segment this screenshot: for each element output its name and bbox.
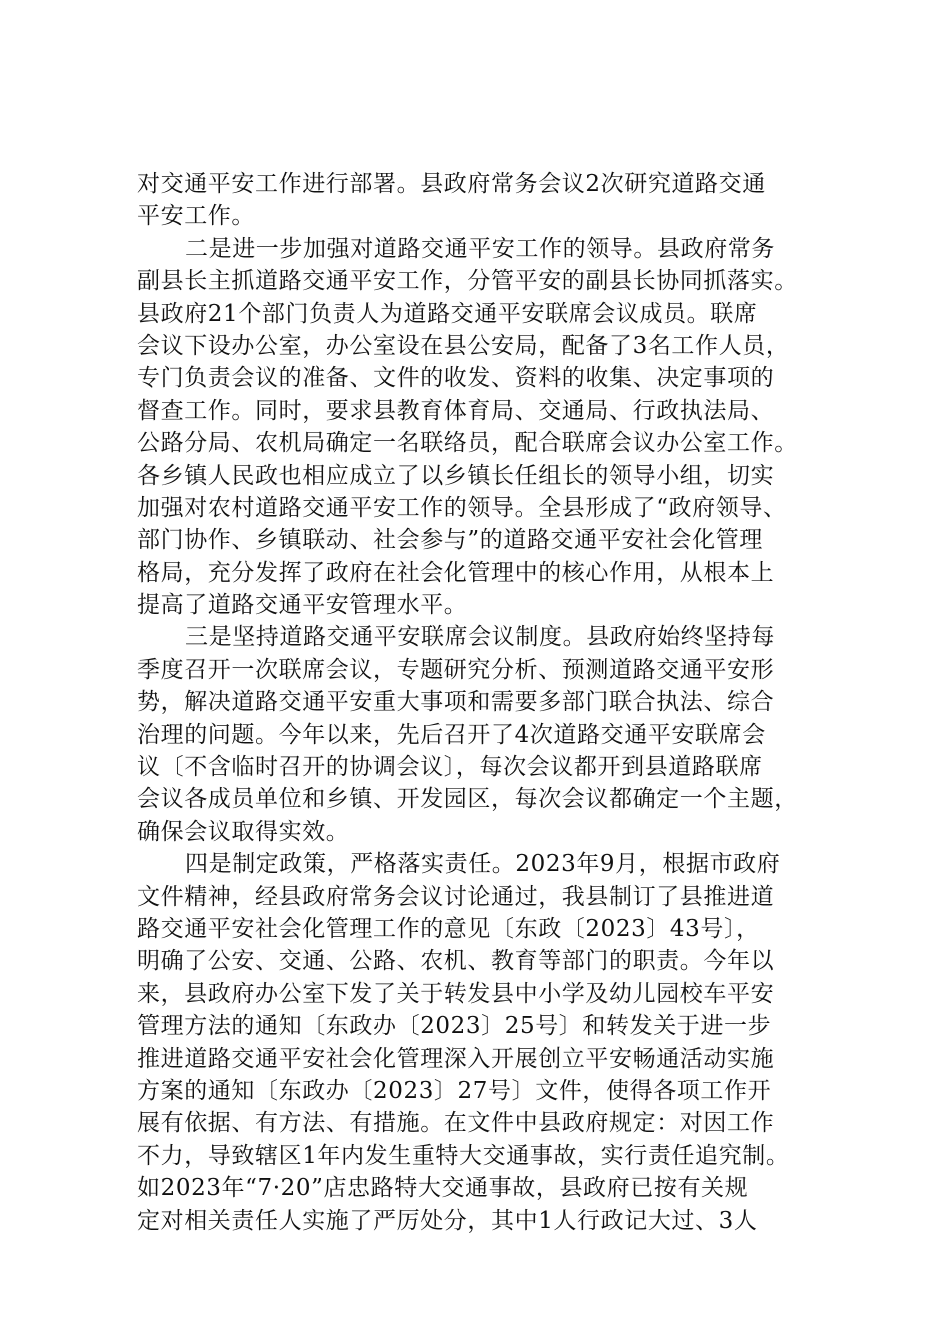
text-line: 定对相关责任人实施了严厉处分，其中1人行政记大过、3人 xyxy=(137,1207,758,1234)
paragraph-first-line: 四是制定政策，严格落实责任。2023年9月，根据市政府 xyxy=(185,851,781,878)
paragraph-first-line: 三是坚持道路交通平安联席会议制度。县政府始终坚持每 xyxy=(185,624,775,651)
text-line: 加强对农村道路交通平安工作的领导。全县形成了“政府领导、 xyxy=(137,494,787,521)
text-line: 季度召开一次联席会议，专题研究分析、预测道路交通平安形 xyxy=(137,656,775,683)
text-line: 督查工作。同时，要求县教育体育局、交通局、行政执法局、 xyxy=(137,397,775,424)
text-line: 明确了公安、交通、公路、农机、教育等部门的职责。今年以 xyxy=(137,948,775,975)
text-line: 会议各成员单位和乡镇、开发园区，每次会议都确定一个主题， xyxy=(137,786,798,813)
text-line: 方案的通知〔东政办〔2023〕27号〕文件，使得各项工作开 xyxy=(137,1077,772,1104)
text-line: 专门负责会议的准备、文件的收发、资料的收集、决定事项的 xyxy=(137,365,775,392)
paragraph-first-line: 二是进一步加强对道路交通平安工作的领导。县政府常务 xyxy=(185,235,775,262)
text-line: 展有依据、有方法、有措施。在文件中县政府规定：对因工作 xyxy=(137,1110,775,1137)
text-line: 各乡镇人民政也相应成立了以乡镇长任组长的领导小组，切实 xyxy=(137,462,775,489)
text-line: 副县长主抓道路交通平安工作，分管平安的副县长协同抓落实。 xyxy=(137,268,798,295)
text-line: 来，县政府办公室下发了关于转发县中小学及幼儿园校车平安 xyxy=(137,980,775,1007)
text-line: 不力，导致辖区1年内发生重特大交通事故，实行责任追究制。 xyxy=(137,1142,790,1169)
text-line: 路交通平安社会化管理工作的意见〔东政〔2023〕43号〕， xyxy=(137,915,760,942)
text-line: 对交通平安工作进行部署。县政府常务会议2次研究道路交通 xyxy=(137,171,766,197)
text-line: 县政府21个部门负责人为道路交通平安联席会议成员。联席 xyxy=(137,300,758,327)
text-line: 推进道路交通平安社会化管理深入开展创立平安畅通活动实施 xyxy=(137,1045,775,1072)
text-line: 提高了道路交通平安管理水平。 xyxy=(137,592,468,619)
text-line: 议〔不含临时召开的协调会议〕，每次会议都开到县道路联席 xyxy=(137,754,763,781)
text-line: 确保会议取得实效。 xyxy=(137,818,350,845)
text-line: 如2023年“7·20”店忠路特大交通事故，县政府已按有关规 xyxy=(137,1175,749,1202)
text-line: 会议下设办公室，办公室设在县公安局，配备了3名工作人员， xyxy=(137,332,790,359)
text-line: 格局，充分发挥了政府在社会化管理中的核心作用，从根本上 xyxy=(137,559,775,586)
document-body xyxy=(137,168,827,1237)
text-line: 管理方法的通知〔东政办〔2023〕25号〕和转发关于进一步 xyxy=(137,1013,772,1040)
text-line: 势，解决道路交通平安重大事项和需要多部门联合执法、综合 xyxy=(137,689,775,716)
text-line: 治理的问题。今年以来，先后召开了4次道路交通平安联席会 xyxy=(137,721,766,748)
text-line: 平安工作。 xyxy=(137,203,255,230)
text-line: 公路分局、农机局确定一名联络员，配合联席会议办公室工作。 xyxy=(137,430,798,457)
text-line: 部门协作、乡镇联动、社会参与”的道路交通平安社会化管理 xyxy=(137,527,763,554)
text-line: 文件精神，经县政府常务会议讨论通过，我县制订了县推进道 xyxy=(137,883,775,910)
